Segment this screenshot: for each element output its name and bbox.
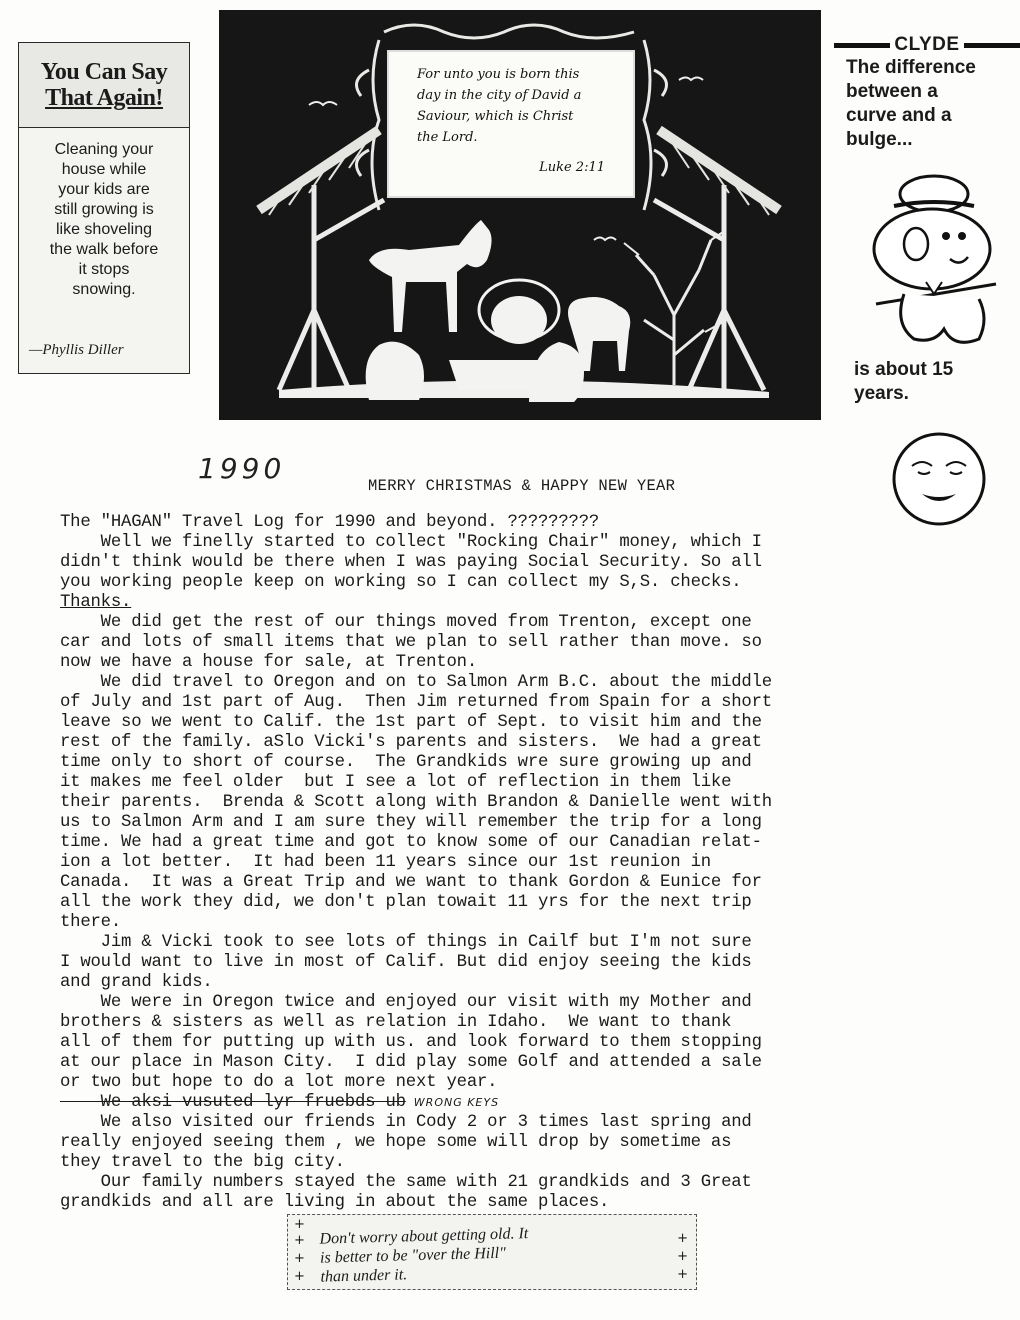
struck-line-row: [60, 1093, 960, 1113]
clyde-punchline-line: years.: [854, 383, 909, 404]
letter-line: their parents. Brenda & Scott along with Brandon & Danielle went with: [60, 793, 772, 812]
plus-icon: +: [294, 1269, 305, 1284]
letter-line: We also visited our friends in Cody 2 or 3 times last spring and: [60, 1113, 752, 1132]
letter-line: Jim & Vicki took to see lots of things in Cailf but I'm not sure: [60, 933, 752, 952]
letter-line: now we have a house for sale, at Trenton.: [60, 653, 477, 672]
joke-line: is better to be "over the Hill": [319, 1244, 507, 1267]
struck-typo-line: We aksi vusuted lyr fruebds ub: [60, 1093, 406, 1112]
title-rule-icon: [964, 43, 1020, 48]
handwritten-note: WRONG KEYS: [413, 1096, 500, 1109]
quote-line: Cleaning your: [54, 141, 154, 158]
letter-body: [60, 513, 960, 1213]
letter-line: We were in Oregon twice and enjoyed our visit with my Mother and: [60, 993, 752, 1012]
quote-line: snowing.: [72, 281, 136, 298]
clyde-figure-icon: [856, 164, 1006, 354]
letter-line: at our place in Mason City. I did play some Golf and attended a sale: [60, 1053, 762, 1072]
letter-line: of July and 1st part of Aug. Then Jim returned from Spain for a short: [60, 693, 772, 712]
plus-icon: +: [294, 1217, 305, 1232]
letter-line: I would want to live in most of Calif. But did enjoy seeing the kids: [60, 953, 752, 972]
clyde-title-text: CLYDE: [894, 34, 960, 55]
quote-line: house while: [61, 161, 147, 178]
letter-greeting: MERRY CHRISTMAS & HAPPY NEW YEAR: [368, 477, 676, 495]
letter-line: The "HAGAN" Travel Log for 1990 and beyond. ?????????: [60, 513, 600, 532]
letter-line: us to Salmon Arm and I am sure they will remember the trip for a long: [60, 813, 762, 832]
phyllis-diller-clipping: [18, 42, 190, 374]
clyde-title: [834, 34, 1020, 56]
letter-line: car and lots of small items that we plan to sell rather than move. so: [60, 633, 762, 652]
verse-reference: Luke 2:11: [539, 160, 605, 175]
over-the-hill-clipping: [287, 1214, 697, 1290]
clipping-headline: [19, 43, 189, 128]
quote-line: the walk before: [49, 241, 159, 258]
bible-verse-box: [387, 50, 635, 198]
letter-line: didn't think would be there when I was paying Social Security. So all: [60, 553, 762, 572]
clyde-caption-line: between a: [846, 81, 938, 102]
letter-line: and grand kids.: [60, 973, 213, 992]
letter-line: all the work they did, we don't plan towait 11 yrs for the next trip: [60, 893, 752, 912]
letter-line: Well we finelly started to collect "Rocking Chair" money, which I: [60, 533, 762, 552]
letter-line: time only to short of course. The Grandkids wre sure growing up and: [60, 753, 752, 772]
letter-line: We did get the rest of our things moved from Trenton, except one: [60, 613, 752, 632]
plus-icon: +: [294, 1251, 305, 1266]
verse-line: the Lord.: [417, 130, 478, 145]
clyde-caption-line: curve and a: [846, 105, 952, 126]
plus-icon: +: [677, 1267, 688, 1282]
letter-line: it makes me feel older but I see a lot of reflection in them like: [60, 773, 732, 792]
letter-line: there.: [60, 913, 122, 932]
joke-line: Don't worry about getting old. It: [319, 1225, 529, 1248]
letter-line: or two but hope to do a lot more next year.: [60, 1073, 498, 1092]
clipping-headline-line-1: You Can Say: [40, 59, 168, 85]
clyde-punchline-line: is about 15: [854, 359, 954, 380]
quote-line: it stops: [78, 261, 130, 278]
verse-line: day in the city of David a: [417, 88, 582, 103]
letter-line: rest of the family. aSlo Vicki's parents and sisters. We had a great: [60, 733, 762, 752]
letter-line: grandkids and all are living in about the same places.: [60, 1193, 610, 1212]
letter-line: all of them for putting up with us. and look forward to them stopping: [60, 1033, 762, 1052]
clipping-joke: [319, 1220, 670, 1286]
letter-line: ion a lot better. It had been 11 years since our 1st reunion in: [60, 853, 711, 872]
quote-line: still growing is: [54, 201, 154, 218]
letter-line: they travel to the big city.: [60, 1153, 345, 1172]
letter-line: Canada. It was a Great Trip and we want to thank Gordon & Eunice for: [60, 873, 762, 892]
plus-icon: +: [294, 1233, 305, 1248]
quote-line: like shoveling: [55, 221, 153, 238]
joke-line: than under it.: [320, 1266, 408, 1286]
plus-icon: +: [677, 1231, 688, 1246]
clyde-caption-line: The difference: [846, 57, 976, 78]
title-rule-icon: [834, 43, 890, 48]
nativity-card: [219, 10, 821, 420]
letter-line: you working people keep on working so I can collect my S,S. checks.: [60, 573, 742, 592]
clipping-author: —Phyllis Diller: [29, 342, 124, 358]
letter-line: really enjoyed seeing them , we hope some will drop by sometime as: [60, 1133, 732, 1152]
quote-line: your kids are: [58, 181, 150, 198]
clyde-cartoon: [834, 34, 1020, 414]
plus-icon: +: [677, 1249, 688, 1264]
letter-line: time. We had a great time and got to know some of our Canadian relat-: [60, 833, 762, 852]
clyde-caption-line: bulge...: [846, 129, 913, 150]
letter-line: brothers & sisters as well as relation in Idaho. We want to thank: [60, 1013, 732, 1032]
letter-line: We did travel to Oregon and on to Salmon Arm B.C. about the middle: [60, 673, 772, 692]
letter-line: Our family numbers stayed the same with 21 grandkids and 3 Great: [60, 1173, 752, 1192]
clipping-headline-line-2: That Again!: [45, 85, 163, 111]
verse-line: Saviour, which is Christ: [417, 109, 574, 124]
handwritten-year: 1990: [198, 452, 286, 485]
letter-line-underlined: Thanks.: [60, 593, 132, 612]
clyde-punchline: [854, 358, 953, 406]
letter-line: leave so we went to Calif. the 1st part of Sept. to visit him and the: [60, 713, 762, 732]
verse-line: For unto you is born this: [417, 67, 580, 82]
clipping-quote: [19, 128, 189, 300]
